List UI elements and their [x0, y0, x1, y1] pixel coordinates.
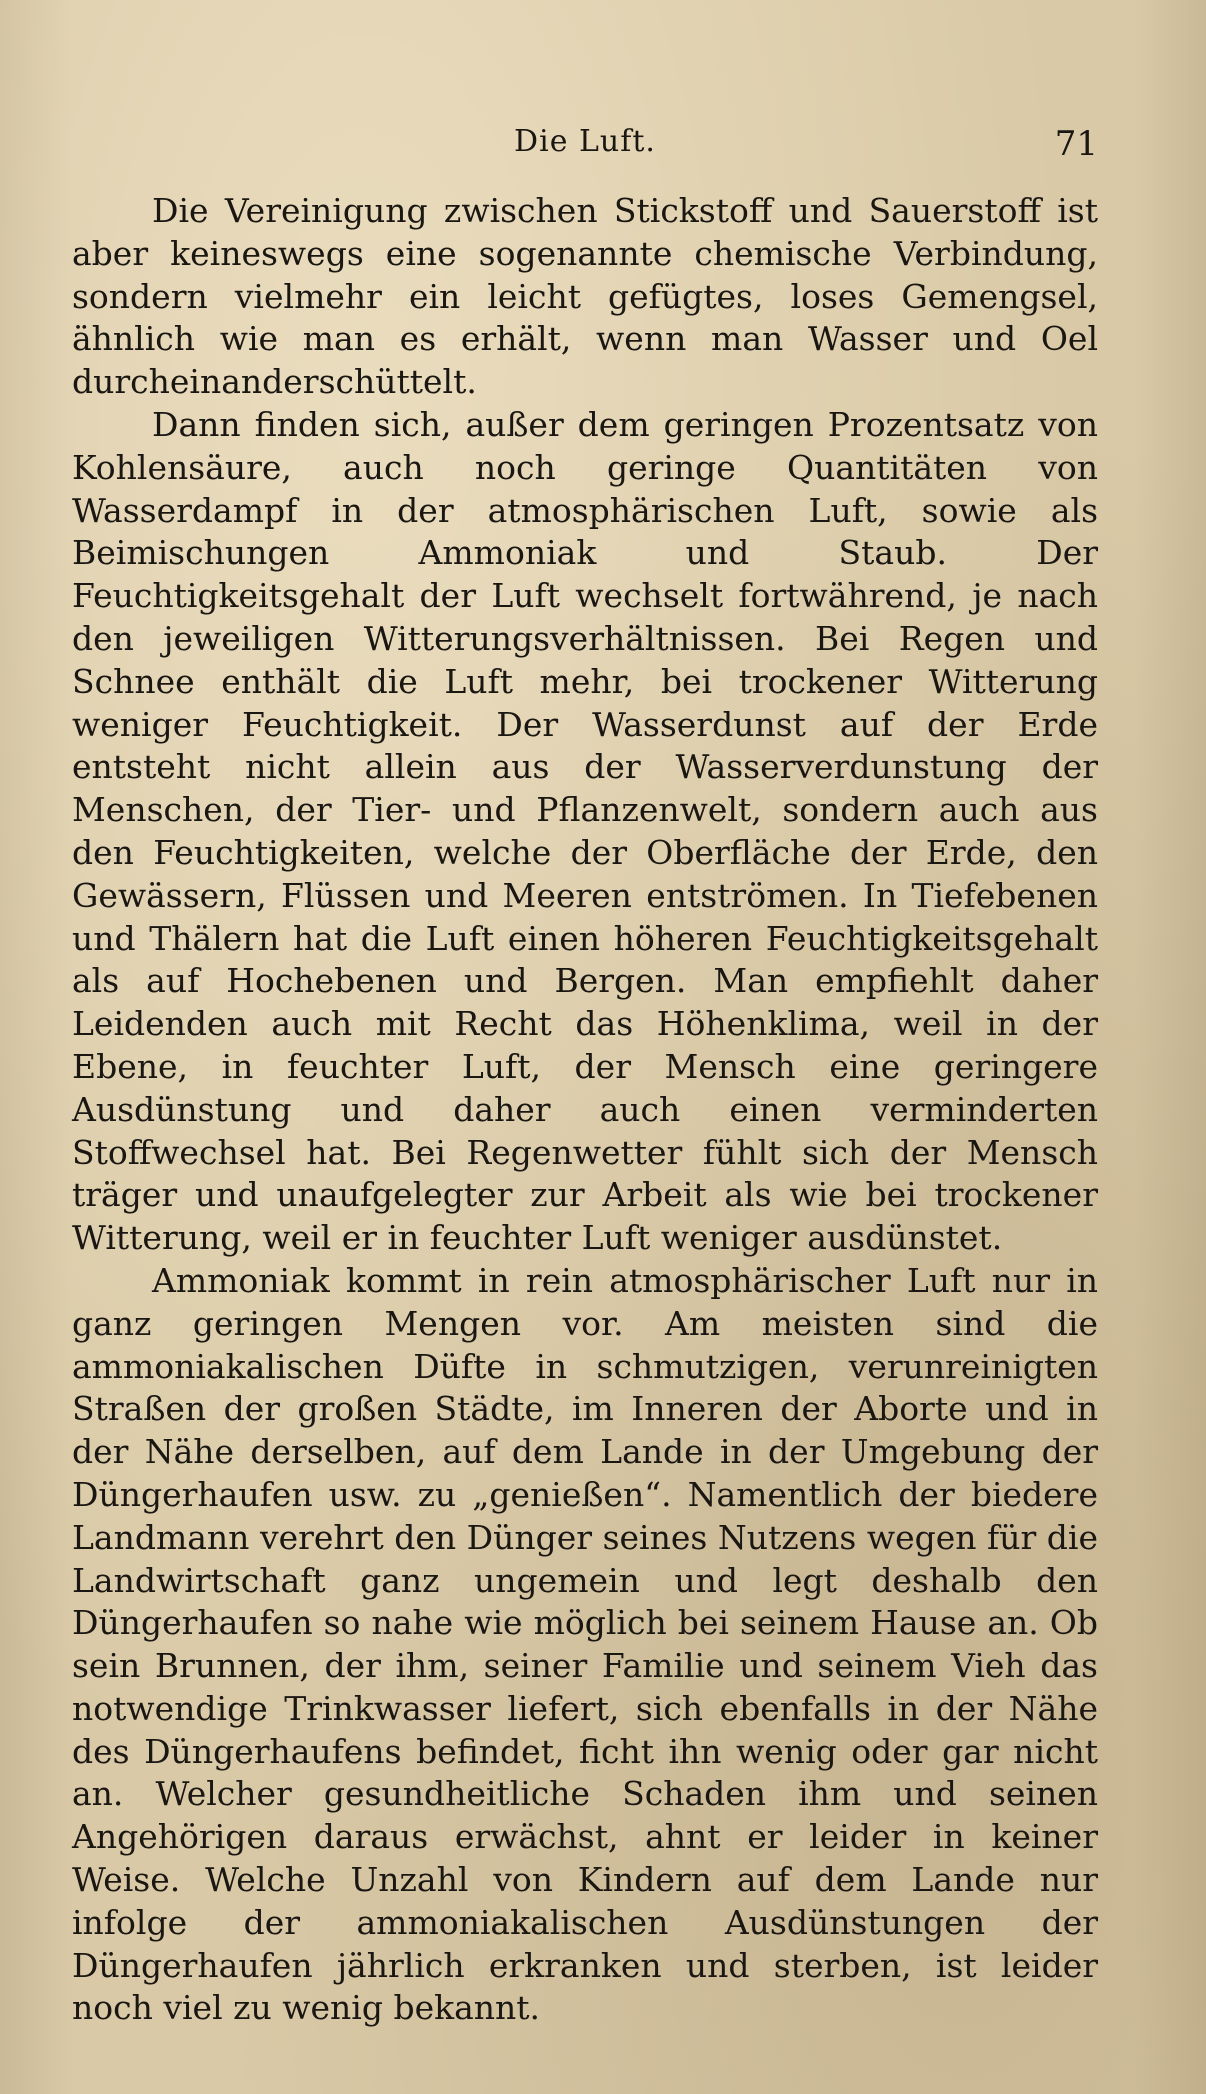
page-number: 71 [1054, 124, 1098, 164]
paragraph: Ammoniak kommt in rein atmosphärischer Luft nur in ganz geringen Mengen vor. Am meisten sind die ammoniakalischen Düfte in schmutzigen, verunreinigten Straßen der großen Städte, im Inneren der Aborte und in der Nähe derselben, auf dem Lande in der Umgebung der Düngerhaufen usw. zu „genießen“. Namentlich der biedere Landmann verehrt den Dünger seines Nutzens wegen für die Landwirtschaft ganz ungemein und legt deshalb den Düngerhaufen so nahe wie möglich bei seinem Hause an. Ob sein Brunnen, der ihm, seiner Familie und seinem Vieh das notwendige Trinkwasser liefert, sich ebenfalls in der Nähe des Düngerhaufens befindet, ficht ihn wenig oder gar nicht an. Welcher gesundheitliche Schaden ihm und seinen Angehörigen daraus erwächst, ahnt er leider in keiner Weise. Welche Unzahl von Kindern auf dem Lande nur infolge der ammoniakalischen Ausdünstungen der Düngerhaufen jährlich erkranken und sterben, ist leider noch viel zu wenig bekannt. [72, 1260, 1098, 2028]
body-text [72, 190, 1098, 2030]
paragraph: Dann finden sich, außer dem geringen Prozentsatz von Kohlensäure, auch noch geringe Quantitäten von Wasserdampf in der atmosphärischen Luft, sowie als Beimischungen Ammoniak und Staub. Der Feuchtigkeitsgehalt der Luft wechselt fortwährend, je nach den jeweiligen Witterungsverhältnissen. Bei Regen und Schnee enthält die Luft mehr, bei trockener Witterung weniger Feuchtigkeit. Der Wasserdunst auf der Erde entsteht nicht allein aus der Wasserverdunstung der Menschen, der Tier- und Pflanzenwelt, sondern auch aus den Feuchtigkeiten, welche der Oberfläche der Erde, den Gewässern, Flüssen und Meeren entströmen. In Tiefebenen und Thälern hat die Luft einen höheren Feuchtigkeitsgehalt als auf Hochebenen und Bergen. Man empfiehlt daher Leidenden auch mit Recht das Höhenklima, weil in der Ebene, in feuchter Luft, der Mensch eine geringere Ausdünstung und daher auch einen verminderten Stoffwechsel hat. Bei Regenwetter fühlt sich der Mensch träger und unaufgelegter zur Arbeit als wie bei trockener Witterung, weil er in feuchter Luft weniger ausdünstet. [72, 404, 1098, 1258]
running-title: Die Luft. [514, 124, 656, 159]
paragraph: Die Vereinigung zwischen Stickstoff und Sauerstoff ist aber keineswegs eine sogenannte chemische Verbindung, sondern vielmehr ein leicht gefügtes, loses Gemengsel, ähnlich wie man es erhält, wenn man Wasser und Oel durcheinanderschüttelt. [72, 191, 1098, 402]
running-head [72, 116, 1098, 176]
